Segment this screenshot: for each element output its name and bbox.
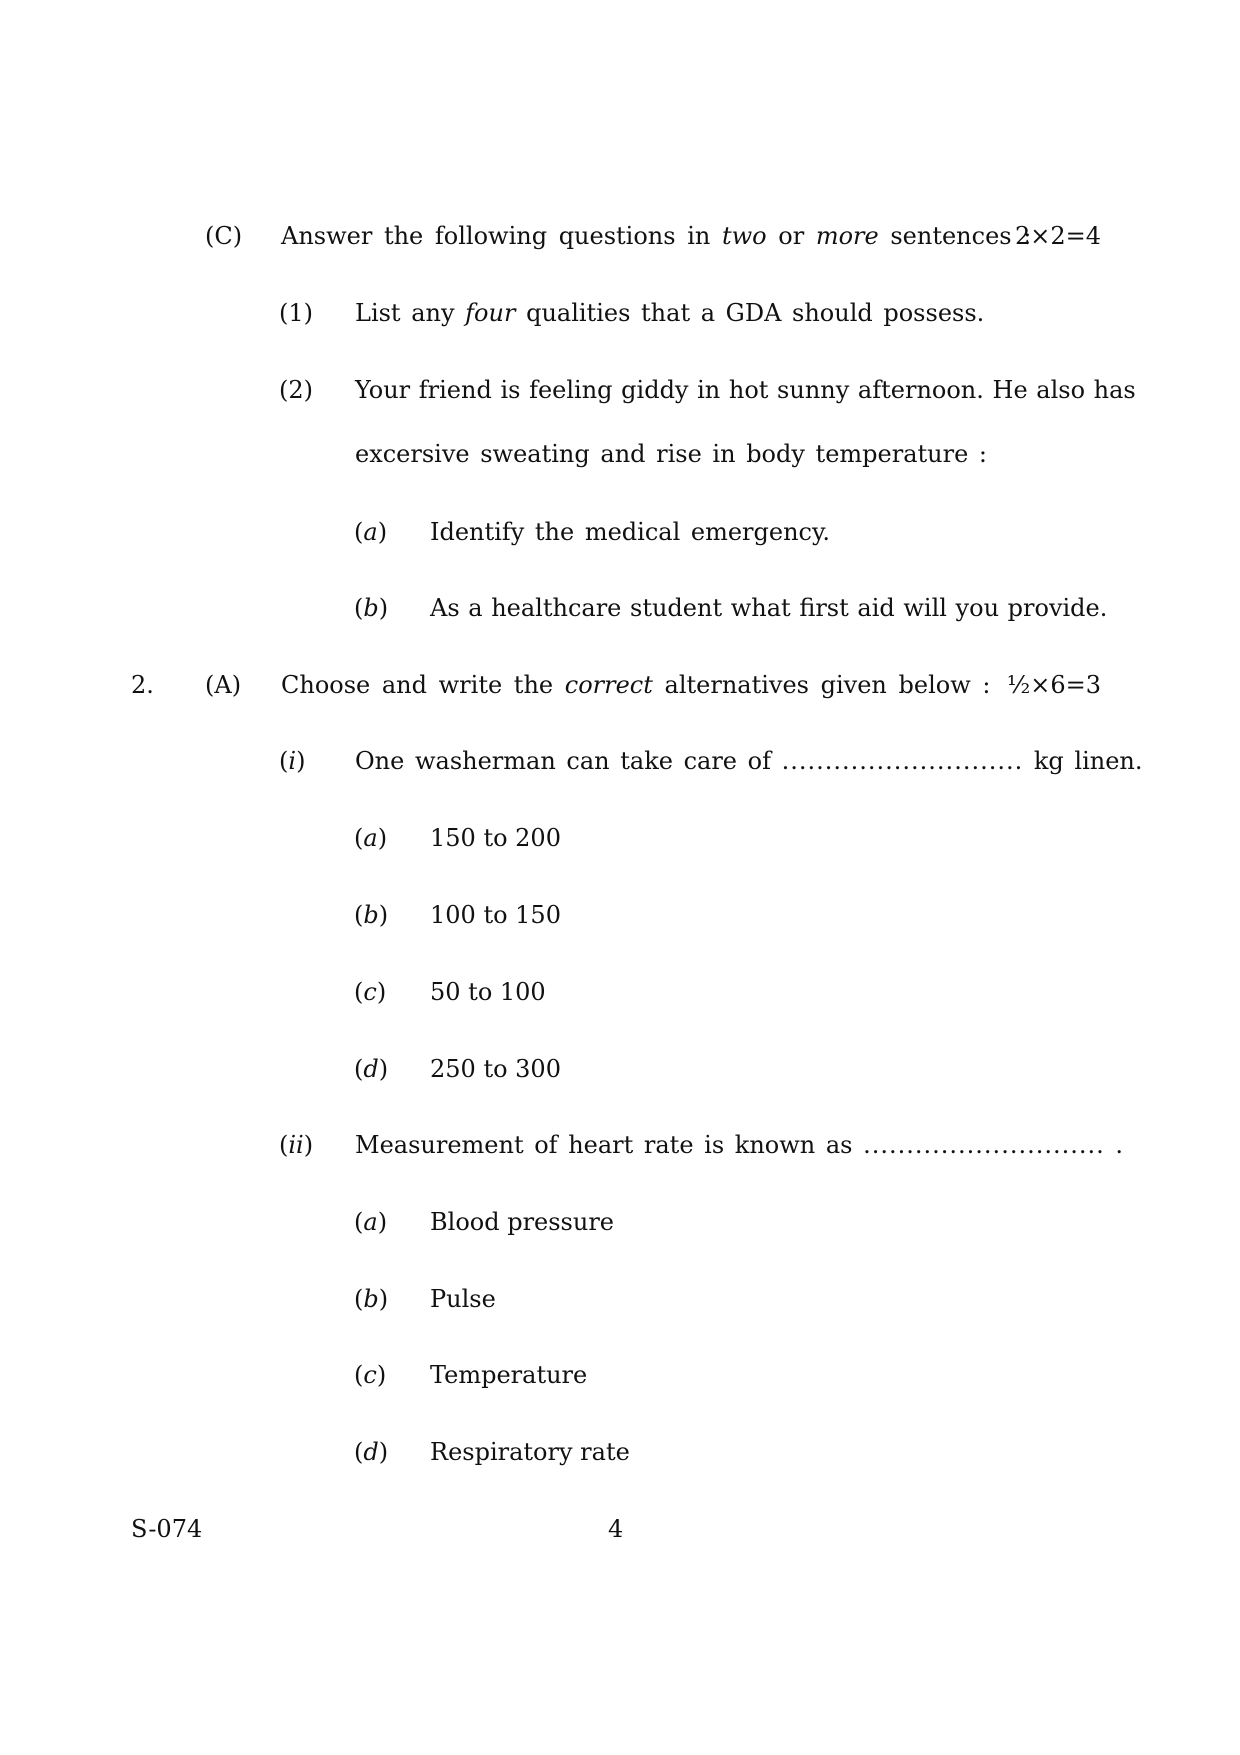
option-text: Temperature [430,1361,588,1389]
option-text: 100 to 150 [430,901,561,929]
q2-number: (2) [279,376,313,404]
section-c-instruction: Answer the following questions in two or more sentences : [281,222,1032,250]
q2-i-marker: (i) [279,747,306,775]
q2-line2: excersive sweating and rise in body temperature : [355,440,988,468]
question-2-number: 2. [131,671,154,699]
q1-text: List any four qualities that a GDA should possess. [355,299,985,327]
page-number: 4 [608,1515,624,1543]
option-text: Pulse [430,1285,496,1313]
answer-blank: ............................ [781,747,1024,775]
option-text: Respiratory rate [430,1438,630,1466]
option-text: 150 to 200 [430,824,561,852]
paper-code: S-074 [131,1515,203,1543]
option-text: 50 to 100 [430,978,546,1006]
question-2-label: (A) [205,671,242,699]
option-marker: (a) [354,1208,388,1236]
option-marker: (d) [354,1055,389,1083]
q2-ii-marker: (ii) [279,1131,314,1159]
question-2-marks: ½×6=3 [1006,671,1101,699]
q2-i-text: One washerman can take care of ............................ kg linen. [355,747,1143,775]
q2-a-marker: (a) [354,518,388,546]
question-2-instruction: Choose and write the correct alternatives given below : [281,671,991,699]
option-marker: (d) [354,1438,389,1466]
option-marker: (c) [354,978,387,1006]
option-marker: (b) [354,901,389,929]
section-c-marks: 2×2=4 [1014,222,1101,250]
q1-number: (1) [279,299,313,327]
option-marker: (a) [354,824,388,852]
q2-b-marker: (b) [354,594,389,622]
answer-blank: ............................ [863,1131,1105,1159]
section-c-label: (C) [205,222,243,250]
option-marker: (b) [354,1285,389,1313]
q2-ii-text: Measurement of heart rate is known as ............................ . [355,1131,1124,1159]
q2-b-text: As a healthcare student what first aid will you provide. [430,594,1108,622]
q2-line1: Your friend is feeling giddy in hot sunny afternoon. He also has [355,376,1136,404]
option-text: Blood pressure [430,1208,615,1236]
option-text: 250 to 300 [430,1055,561,1083]
q2-a-text: Identify the medical emergency. [430,518,830,546]
option-marker: (c) [354,1361,387,1389]
